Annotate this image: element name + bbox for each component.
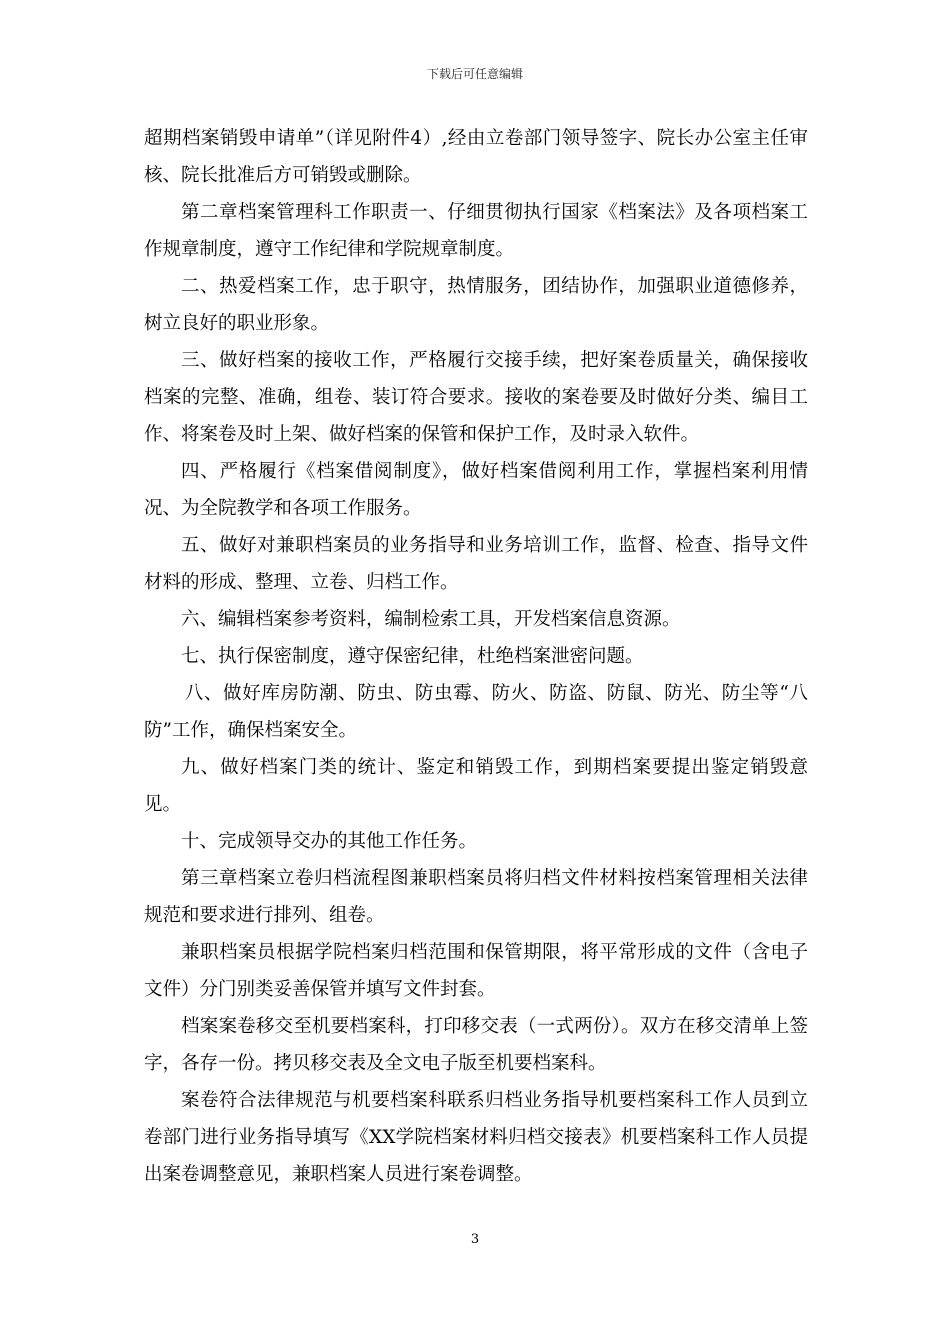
paragraph: 六、编辑档案参考资料，编制检索工具，开发档案信息资源。: [181, 609, 681, 630]
paragraph: 九、做好档案门类的统计、鉴定和销毁工作，到期档案要提出鉴定销毁意见。: [144, 757, 808, 815]
paragraph: 第二章档案管理科工作职责一、仔细贯彻执行国家《档案法》及各项档案工作规章制度，遵守工作纪律和学院规章制度。: [144, 202, 808, 260]
page-number: 3: [470, 1232, 480, 1247]
paragraph: 四、严格履行《档案借阅制度》，做好档案借阅利用工作，掌握档案利用情况、为全院教学和各项工作服务。: [144, 461, 808, 519]
paragraph: 超期档案销毁申请单”（详见附件4）,经由立卷部门领导签字、院长办公室主任审核、院长批准后方可销毁或删除。: [144, 128, 808, 186]
paragraph: 七、执行保密制度，遵守保密纪律，杜绝档案泄密问题。: [181, 646, 644, 667]
page-header: 下载后可任意编辑: [426, 67, 523, 81]
paragraph: 三、做好档案的接收工作，严格履行交接手续，把好案卷质量关，确保接收档案的完整、准确，组卷、装订符合要求。接收的案卷要及时做好分类、编目工作、将案卷及时上架、做好档案的保管和保护工作，及时录入软件。: [144, 350, 808, 445]
paragraph: 案卷符合法律规范与机要档案科联系归档业务指导机要档案科工作人员到立卷部门进行业务指导填写《XX学院档案材料归档交接表》机要档案科工作人员提出案卷调整意见，兼职档案人员进行案卷调整。: [144, 1090, 808, 1185]
paragraph: 五、做好对兼职档案员的业务指导和业务培训工作，监督、检查、指导文件材料的形成、整理、立卷、归档工作。: [144, 535, 808, 593]
paragraph: 十、完成领导交办的其他工作任务。: [181, 831, 478, 852]
paragraph: 第三章档案立卷归档流程图兼职档案员将归档文件材料按档案管理相关法律规范和要求进行排列、组卷。: [144, 868, 808, 926]
document-body: [144, 120, 808, 1193]
paragraph: 二、热爱档案工作，忠于职守，热情服务，团结协作，加强职业道德修养，树立良好的职业形象。: [144, 276, 808, 334]
paragraph: 兼职档案员根据学院档案归档范围和保管期限，将平常形成的文件（含电子文件）分门别类妥善保管并填写文件封套。: [144, 942, 808, 1000]
paragraph: 八、做好库房防潮、防虫、防虫霉、防火、防盗、防鼠、防光、防尘等“八防”工作，确保档案安全。: [144, 683, 808, 741]
paragraph: 档案案卷移交至机要档案科，打印移交表（一式两份）。双方在移交清单上签字，各存一份。拷贝移交表及全文电子版至机要档案科。: [144, 1016, 808, 1074]
